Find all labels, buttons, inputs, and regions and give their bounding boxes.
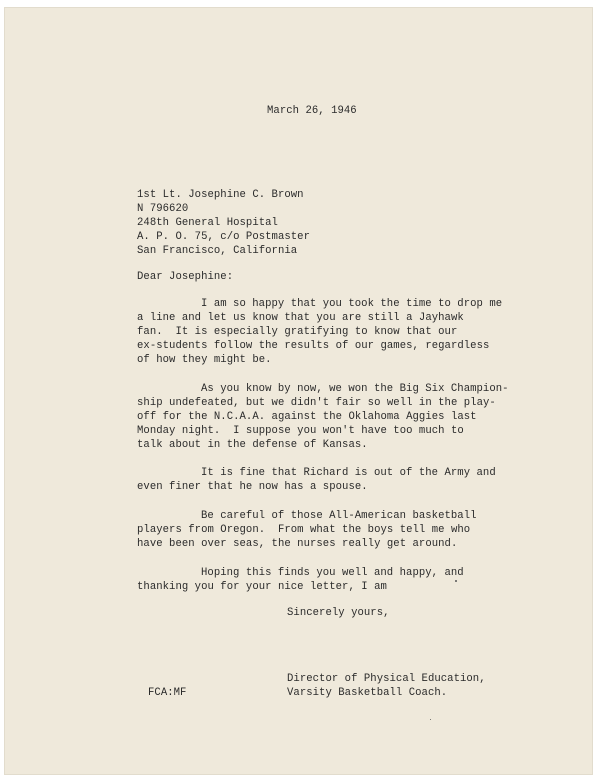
body-line: fan. It is especially gratifying to know that our: [137, 326, 458, 338]
recipient-line: 248th General Hospital: [137, 217, 278, 229]
recipient-line: 1st Lt. Josephine C. Brown: [137, 189, 304, 201]
paper-speck: [430, 719, 431, 720]
salutation: Dear Josephine:: [137, 271, 234, 283]
body-line: As you know by now, we won the Big Six Champion-: [201, 383, 509, 395]
letter-date: March 26, 1946: [267, 105, 357, 117]
body-line: ship undefeated, but we didn't fair so well in the play-: [137, 397, 496, 409]
body-line: off for the N.C.A.A. against the Oklahoma Aggies last: [137, 411, 477, 423]
closing: Sincerely yours,: [287, 607, 390, 619]
body-line: I am so happy that you took the time to drop me: [201, 298, 503, 310]
body-line: of how they might be.: [137, 354, 272, 366]
letter-page: [5, 8, 592, 774]
recipient-line: A. P. O. 75, c/o Postmaster: [137, 231, 310, 243]
body-line: Be careful of those All-American basketball: [201, 510, 477, 522]
body-line: a line and let us know that you are still a Jayhawk: [137, 312, 464, 324]
body-line: have been over seas, the nurses really get around.: [137, 538, 458, 550]
body-line: players from Oregon. From what the boys tell me who: [137, 524, 471, 536]
typist-initials: FCA:MF: [148, 687, 187, 699]
body-line: It is fine that Richard is out of the Army and: [201, 467, 496, 479]
body-line: Hoping this finds you well and happy, and: [201, 567, 464, 579]
signature-title-line: Director of Physical Education,: [287, 673, 486, 685]
body-line: thanking you for your nice letter, I am: [137, 581, 387, 593]
body-line: Monday night. I suppose you won't have too much to: [137, 425, 464, 437]
recipient-line: N 796620: [137, 203, 189, 215]
recipient-line: San Francisco, California: [137, 245, 298, 257]
body-line: ex-students follow the results of our games, regardless: [137, 340, 490, 352]
body-line: talk about in the defense of Kansas.: [137, 439, 368, 451]
signature-title-line: Varsity Basketball Coach.: [287, 687, 448, 699]
body-line: even finer that he now has a spouse.: [137, 481, 368, 493]
paper-speck: [455, 580, 457, 582]
